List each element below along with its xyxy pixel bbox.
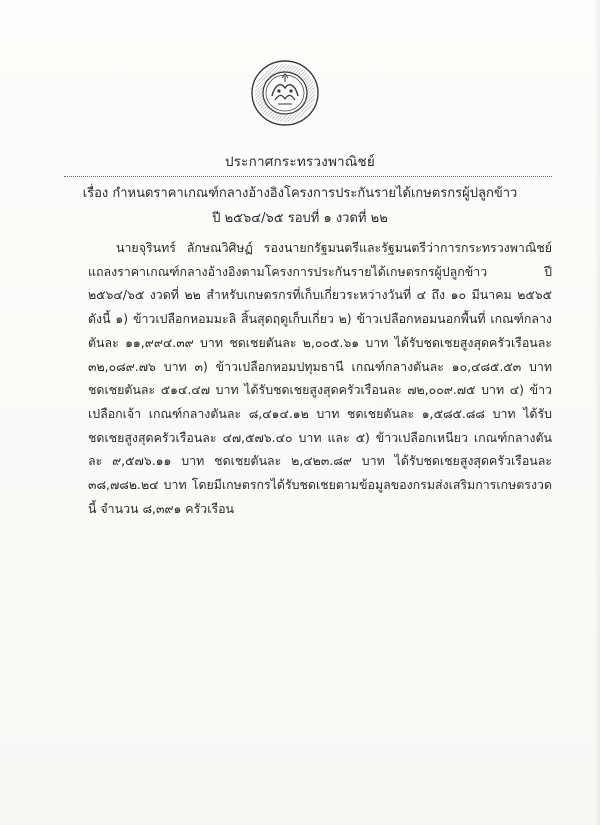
dotted-divider bbox=[64, 176, 552, 177]
subject-line: เรื่อง กำหนดราคาเกณฑ์กลางอ้างอิงโครงการประกันรายได้เกษตรกรผู้ปลูกข้าว bbox=[82, 186, 518, 201]
announcement-subject bbox=[0, 181, 600, 231]
announcement-body: นายจุรินทร์ ลักษณวิศิษฏ์ รองนายกรัฐมนตรีและรัฐมนตรีว่าการกระทรวงพาณิชย์ แถลงราคาเกณฑ์กลางอ้างอิงตามโครงการประกันรายได้เกษตรกรผู้ปลูกข้าว ปี ๒๕๖๔/๖๕ งวดที่ ๒๒ สำหรับเกษตรกรที่เก็บเกี่ยวระหว่างวันที่ ๔ ถึง ๑๐ มีนาคม ๒๕๖๕ ดังนี้ ๑) ข้าวเปลือกหอมมะลิ สิ้นสุดฤดูเก็บเกี่ยว ๒) ข้าวเปลือกหอมนอกพื้นที่ เกณฑ์กลางตันละ ๑๑,๙๙๔.๓๙ บาท ชดเชยตันละ ๒,๐๐๕.๖๑ บาท ได้รับชดเชยสูงสุดครัวเรือนละ ๓๒,๐๘๙.๗๖ บาท ๓) ข้าวเปลือกหอมปทุมธานี เกณฑ์กลางตันละ ๑๐,๔๘๕.๕๓ บาท ชดเชยตันละ ๕๑๔.๔๗ บาท ได้รับชดเชยสูงสุดครัวเรือนละ ๗๒,๐๐๙.๗๕ บาท ๔) ข้าวเปลือกเจ้า เกณฑ์กลางตันละ ๘,๔๑๔.๑๒ บาท ชดเชยตันละ ๑,๕๘๕.๘๘ บาท ได้รับชดเชยสูงสุดครัวเรือนละ ๔๗,๕๗๖.๔๐ บาท และ ๕) ข้าวเปลือกเหนียว เกณฑ์กลางตันละ ๙,๕๗๖.๑๑ บาท ชดเชยตันละ ๒,๔๒๓.๘๙ บาท ได้รับชดเชยสูงสุดครัวเรือนละ ๓๘,๗๘๒.๒๔ บาท โดยมีเกษตรกรได้รับชดเชยตามข้อมูลของกรมส่งเสริมการเกษตรงวดนี้ จำนวน ๘,๓๙๑ ครัวเรือน bbox=[88, 240, 552, 516]
ministry-seal-icon bbox=[248, 58, 322, 128]
announcement-heading: ประกาศกระทรวงพาณิชย์ bbox=[224, 154, 376, 170]
page-edge-shadow bbox=[594, 0, 600, 825]
subject-line-round: ปี ๒๕๖๔/๖๕ รอบที่ ๑ งวดที่ ๒๒ bbox=[212, 211, 388, 226]
